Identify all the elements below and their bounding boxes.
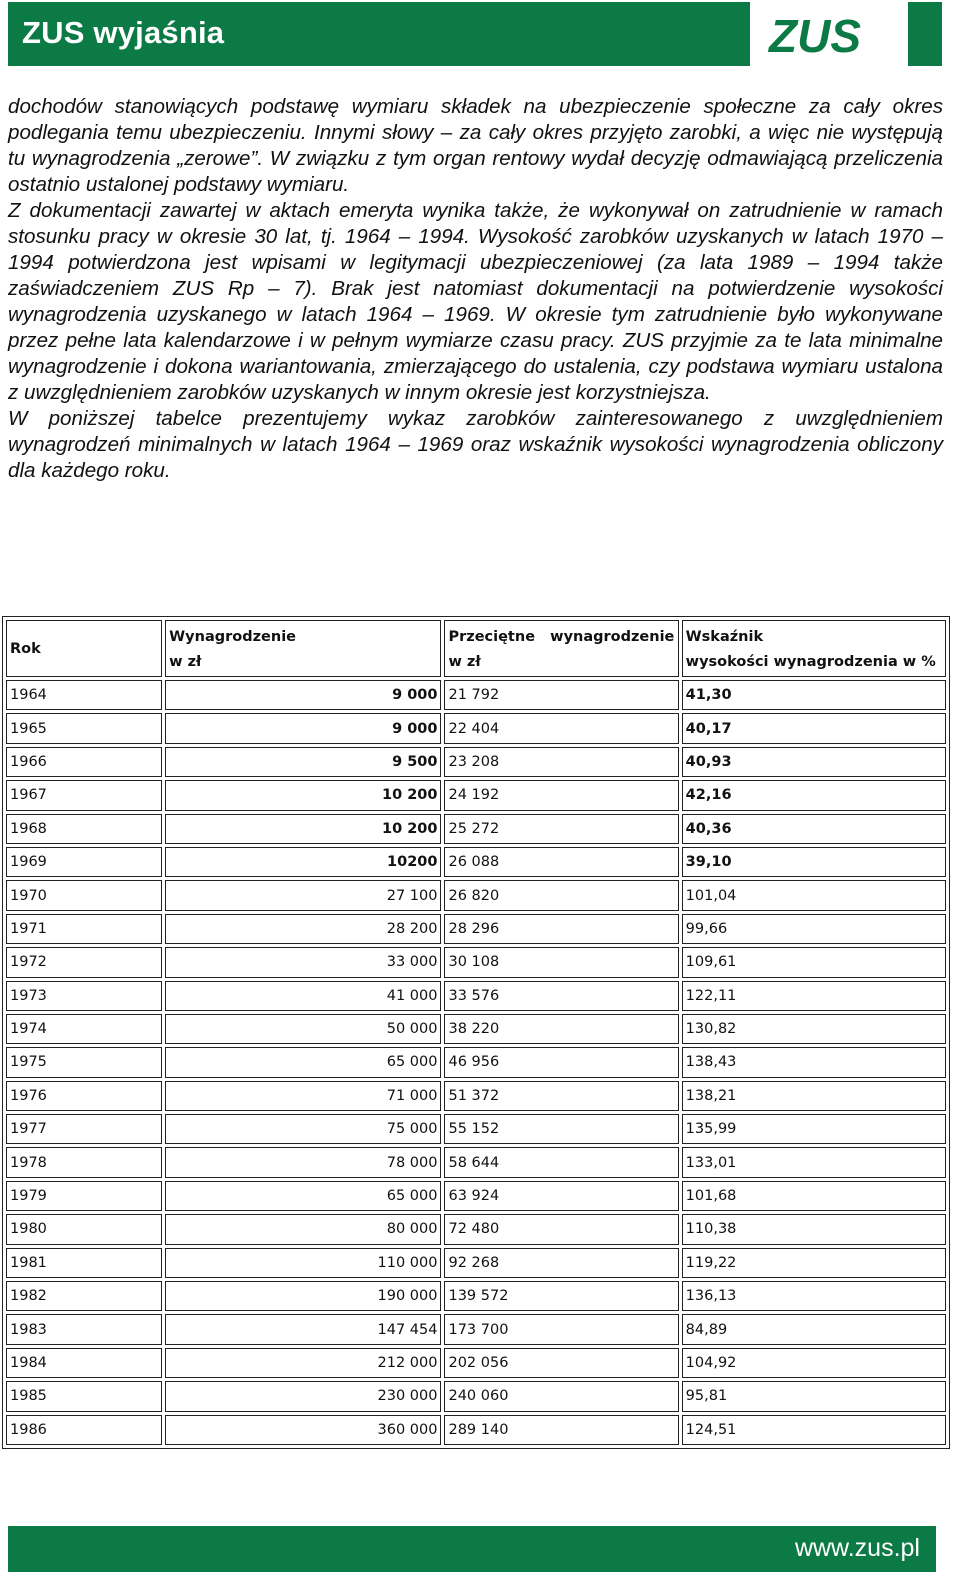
cell-wynagrodzenie: 27 100 — [165, 880, 441, 910]
cell-wynagrodzenie: 10200 — [165, 847, 441, 877]
paragraph-2: Z dokumentacji zawartej w aktach emeryta wynika także, że wykonywał on zatrudnienie w ramach stosunku pracy w okresie 30 lat, tj. 1964 – 1994. Wysokość zarobków uzyskanych w latach 1970 – 1994 potwierdzona jest wpisami w legitymacji ubezpieczeniowej (za lata 1989 – 1994 także zaświadczeniem ZUS Rp – 7). Brak jest natomiast dokumentacji na potwierdzenie wysokości wynagrodzenia uzyskanego w latach 1964 – 1969. W okresie tym zatrudnienie było wykonywane przez pełne lata kalendarzowe i w pełnym wymiarze czasu pracy. ZUS przyjmie za te lata minimalne wynagrodzenie i dokona wariantowania, zmierzającego do ustalenia, czy podstawa wymiaru ustalona z uwzględnieniem zarobków uzyskanych w innym okresie jest korzystniejsza. — [8, 199, 943, 404]
table-row — [6, 1081, 946, 1111]
cell-wskaznik: 40,93 — [682, 747, 946, 777]
page-title: ZUS wyjaśnia — [22, 15, 225, 50]
header-bar-right — [908, 2, 942, 66]
table-row — [6, 780, 946, 810]
table-row — [6, 1147, 946, 1177]
cell-rok: 1969 — [6, 847, 162, 877]
cell-rok: 1971 — [6, 914, 162, 944]
cell-przecietne: 58 644 — [444, 1147, 678, 1177]
cell-przecietne: 173 700 — [444, 1314, 678, 1344]
cell-wynagrodzenie: 75 000 — [165, 1114, 441, 1144]
cell-przecietne: 289 140 — [444, 1415, 678, 1445]
cell-przecietne: 25 272 — [444, 814, 678, 844]
cell-wskaznik: 133,01 — [682, 1147, 946, 1177]
cell-przecietne: 23 208 — [444, 747, 678, 777]
cell-przecietne: 28 296 — [444, 914, 678, 944]
cell-wynagrodzenie: 9 000 — [165, 713, 441, 743]
cell-wynagrodzenie: 9 500 — [165, 747, 441, 777]
table-row — [6, 1114, 946, 1144]
table-row — [6, 847, 946, 877]
paragraph-3: W poniższej tabelce prezentujemy wykaz zarobków zainteresowanego z uwzględnieniem wynagrodzeń minimalnych w latach 1964 – 1969 oraz wskaźnik wysokości wynagrodzenia obliczony dla każdego roku. — [8, 407, 943, 482]
table-row — [6, 1181, 946, 1211]
cell-rok: 1973 — [6, 981, 162, 1011]
cell-przecietne: 22 404 — [444, 713, 678, 743]
cell-rok: 1968 — [6, 814, 162, 844]
cell-wynagrodzenie: 110 000 — [165, 1248, 441, 1278]
table-row — [6, 1047, 946, 1077]
cell-wynagrodzenie: 28 200 — [165, 914, 441, 944]
cell-rok: 1983 — [6, 1314, 162, 1344]
cell-wynagrodzenie: 78 000 — [165, 1147, 441, 1177]
table-row — [6, 1281, 946, 1311]
table-row — [6, 1348, 946, 1378]
footer-bar — [8, 1526, 936, 1572]
cell-rok: 1984 — [6, 1348, 162, 1378]
header-rok: Rok — [6, 620, 162, 677]
cell-wskaznik: 42,16 — [682, 780, 946, 810]
cell-wskaznik: 101,68 — [682, 1181, 946, 1211]
header-bar — [8, 2, 750, 66]
cell-rok: 1986 — [6, 1415, 162, 1445]
cell-rok: 1982 — [6, 1281, 162, 1311]
table-row — [6, 1248, 946, 1278]
header-wynagrodzenie: Wynagrodzenie w zł — [165, 620, 441, 677]
cell-rok: 1980 — [6, 1214, 162, 1244]
cell-wskaznik: 122,11 — [682, 981, 946, 1011]
cell-wynagrodzenie: 10 200 — [165, 780, 441, 810]
cell-przecietne: 51 372 — [444, 1081, 678, 1111]
cell-przecietne: 38 220 — [444, 1014, 678, 1044]
cell-przecietne: 26 088 — [444, 847, 678, 877]
cell-wskaznik: 39,10 — [682, 847, 946, 877]
cell-wynagrodzenie: 360 000 — [165, 1415, 441, 1445]
cell-wskaznik: 109,61 — [682, 947, 946, 977]
earnings-table — [2, 616, 950, 1449]
cell-rok: 1985 — [6, 1381, 162, 1411]
cell-rok: 1978 — [6, 1147, 162, 1177]
table-row — [6, 880, 946, 910]
cell-przecietne: 72 480 — [444, 1214, 678, 1244]
cell-wskaznik: 130,82 — [682, 1014, 946, 1044]
cell-przecietne: 21 792 — [444, 680, 678, 710]
table-row — [6, 914, 946, 944]
cell-przecietne: 26 820 — [444, 880, 678, 910]
cell-wynagrodzenie: 41 000 — [165, 981, 441, 1011]
cell-rok: 1979 — [6, 1181, 162, 1211]
cell-przecietne: 92 268 — [444, 1248, 678, 1278]
cell-wskaznik: 138,21 — [682, 1081, 946, 1111]
cell-rok: 1965 — [6, 713, 162, 743]
cell-przecietne: 55 152 — [444, 1114, 678, 1144]
table-row — [6, 713, 946, 743]
cell-wskaznik: 136,13 — [682, 1281, 946, 1311]
cell-przecietne: 33 576 — [444, 981, 678, 1011]
cell-wskaznik: 110,38 — [682, 1214, 946, 1244]
table-header-row — [6, 620, 946, 677]
cell-wynagrodzenie: 147 454 — [165, 1314, 441, 1344]
cell-wskaznik: 99,66 — [682, 914, 946, 944]
cell-rok: 1981 — [6, 1248, 162, 1278]
cell-wskaznik: 40,36 — [682, 814, 946, 844]
cell-przecietne: 30 108 — [444, 947, 678, 977]
cell-przecietne: 24 192 — [444, 780, 678, 810]
table-row — [6, 1415, 946, 1445]
cell-wskaznik: 40,17 — [682, 713, 946, 743]
cell-wskaznik: 95,81 — [682, 1381, 946, 1411]
cell-wynagrodzenie: 71 000 — [165, 1081, 441, 1111]
cell-przecietne: 63 924 — [444, 1181, 678, 1211]
cell-przecietne: 46 956 — [444, 1047, 678, 1077]
cell-rok: 1975 — [6, 1047, 162, 1077]
cell-przecietne: 139 572 — [444, 1281, 678, 1311]
table-row — [6, 981, 946, 1011]
cell-wynagrodzenie: 65 000 — [165, 1181, 441, 1211]
table-row — [6, 1014, 946, 1044]
cell-wynagrodzenie: 212 000 — [165, 1348, 441, 1378]
table-row — [6, 680, 946, 710]
table-row — [6, 947, 946, 977]
cell-wynagrodzenie: 80 000 — [165, 1214, 441, 1244]
cell-przecietne: 202 056 — [444, 1348, 678, 1378]
cell-rok: 1972 — [6, 947, 162, 977]
cell-wskaznik: 135,99 — [682, 1114, 946, 1144]
cell-rok: 1966 — [6, 747, 162, 777]
cell-wskaznik: 84,89 — [682, 1314, 946, 1344]
cell-wynagrodzenie: 33 000 — [165, 947, 441, 977]
cell-rok: 1967 — [6, 780, 162, 810]
zus-logo-text: ZUS — [769, 10, 861, 62]
body-text — [8, 94, 943, 484]
cell-wskaznik: 119,22 — [682, 1248, 946, 1278]
cell-wynagrodzenie: 9 000 — [165, 680, 441, 710]
cell-rok: 1977 — [6, 1114, 162, 1144]
table-row — [6, 814, 946, 844]
cell-rok: 1974 — [6, 1014, 162, 1044]
cell-wskaznik: 101,04 — [682, 880, 946, 910]
cell-wskaznik: 41,30 — [682, 680, 946, 710]
paragraph-1: dochodów stanowiących podstawę wymiaru składek na ubezpieczenie społeczne za cały okres podlegania temu ubezpieczeniu. Innymi słowy – za cały okres przyjęto zarobki, a więc nie występują tu wynagrodzenia „zerowe”. W związku z tym organ rentowy wydał decyzję odmawiającą przeliczenia ostatnio ustalonej podstawy wymiaru. — [8, 95, 943, 196]
cell-wynagrodzenie: 65 000 — [165, 1047, 441, 1077]
header-wskaznik: Wskaźnik wysokości wynagrodzenia w % — [682, 620, 946, 677]
header-przecietne: Przeciętne wynagrodzenie w zł — [444, 620, 678, 677]
table-row — [6, 1381, 946, 1411]
cell-wskaznik: 124,51 — [682, 1415, 946, 1445]
cell-wskaznik: 104,92 — [682, 1348, 946, 1378]
cell-rok: 1970 — [6, 880, 162, 910]
table-row — [6, 1214, 946, 1244]
cell-rok: 1976 — [6, 1081, 162, 1111]
footer-url[interactable]: www.zus.pl — [794, 1534, 920, 1562]
cell-wynagrodzenie: 50 000 — [165, 1014, 441, 1044]
cell-przecietne: 240 060 — [444, 1381, 678, 1411]
zus-logo — [768, 8, 862, 62]
cell-wynagrodzenie: 10 200 — [165, 814, 441, 844]
cell-wskaznik: 138,43 — [682, 1047, 946, 1077]
cell-wynagrodzenie: 230 000 — [165, 1381, 441, 1411]
table-row — [6, 1314, 946, 1344]
table-row — [6, 747, 946, 777]
cell-rok: 1964 — [6, 680, 162, 710]
cell-wynagrodzenie: 190 000 — [165, 1281, 441, 1311]
